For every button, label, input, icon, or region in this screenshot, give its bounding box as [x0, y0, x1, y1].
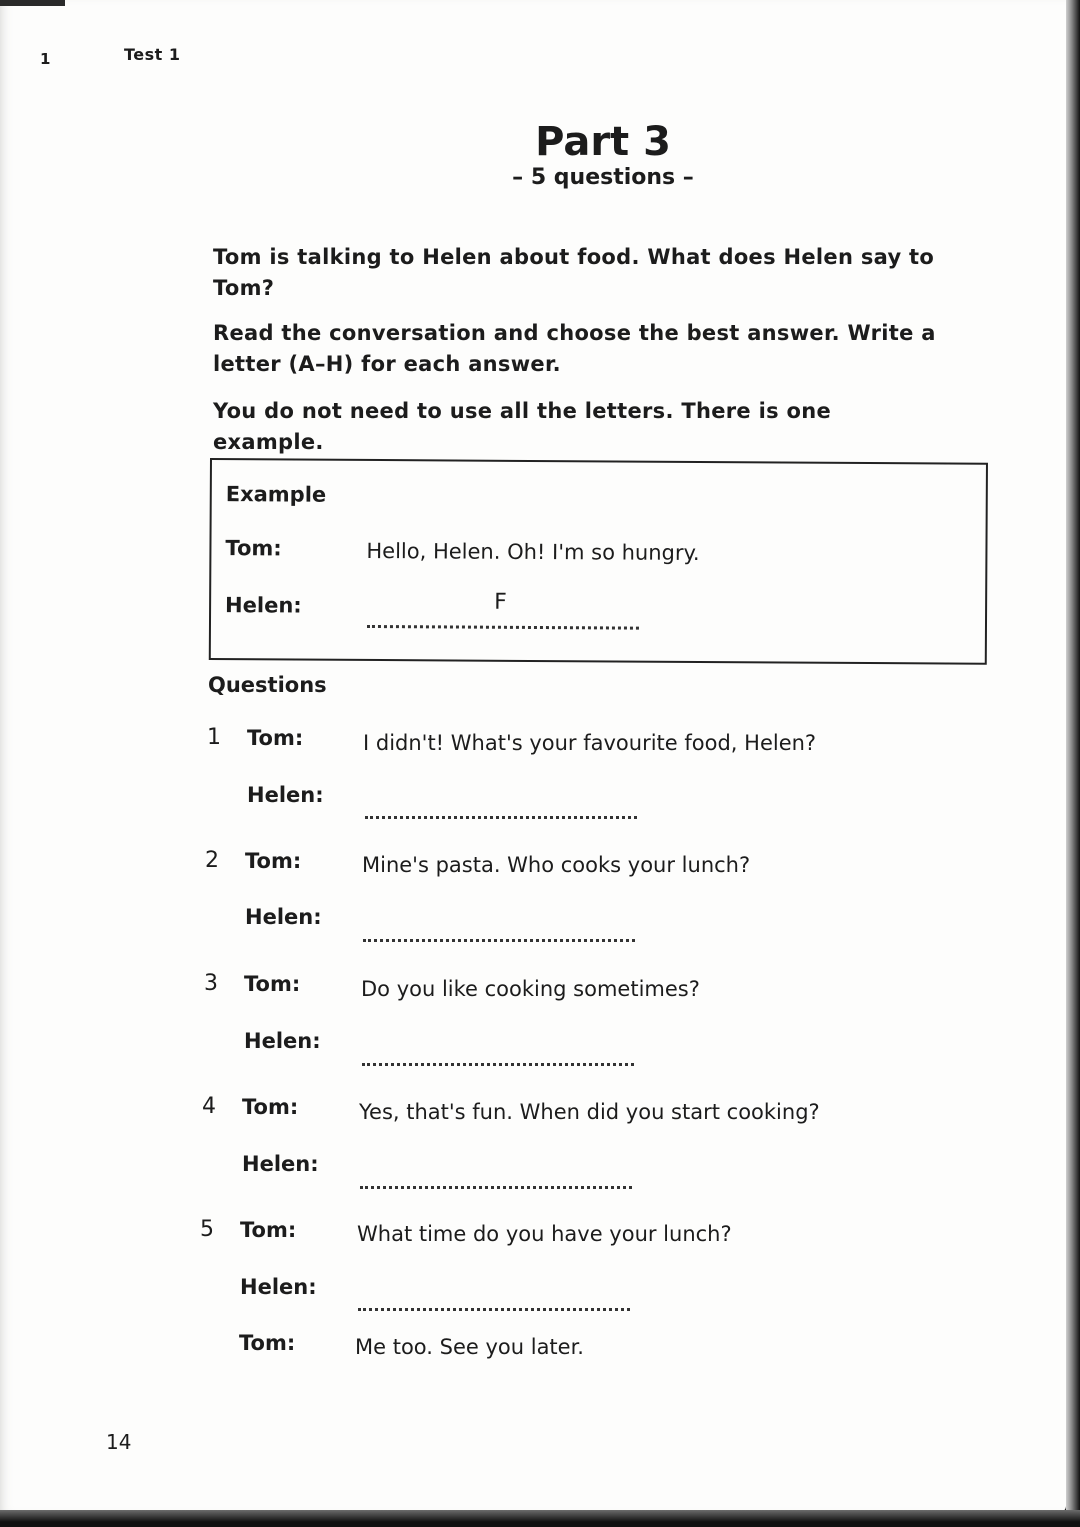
part-subtitle: – 5 questions – [512, 165, 694, 190]
speaker-tom: Tom: [242, 1095, 299, 1119]
scan-edge-bottom [0, 1510, 1080, 1527]
speaker-helen: Helen: [240, 1275, 317, 1299]
example-answer-letter: F [494, 589, 507, 615]
question-number: 1 [207, 725, 221, 750]
part-title: Part 3 [535, 119, 671, 165]
speaker-tom: Tom: [245, 849, 302, 873]
closing-line: Me too. See you later. [355, 1335, 584, 1359]
instruction-note: You do not need to use all the letters. There is one example. [213, 399, 832, 454]
running-head: Test 1 [124, 45, 181, 64]
example-speaker-helen: Helen: [225, 593, 302, 618]
speaker-helen: Helen: [247, 783, 324, 807]
example-box [209, 458, 988, 665]
question-number: 2 [205, 848, 219, 873]
speaker-tom: Tom: [247, 726, 304, 750]
question-number: 3 [204, 971, 218, 996]
answer-line[interactable] [365, 812, 637, 819]
scan-edge-right [1066, 0, 1080, 1527]
questions-heading: Questions [208, 673, 327, 697]
speaker-helen: Helen: [245, 905, 322, 929]
speaker-helen: Helen: [242, 1152, 319, 1176]
speaker-helen: Helen: [244, 1029, 321, 1053]
answer-line[interactable] [363, 935, 635, 942]
instruction-task: Read the conversation and choose the best answer. Write a letter (A–H) for each answer. [213, 321, 936, 376]
instruction-context: Tom is talking to Helen about food. What does Helen say to Tom? [213, 245, 935, 300]
scan-edge-top [0, 0, 65, 6]
closing-speaker-tom: Tom: [239, 1331, 296, 1355]
speaker-tom: Tom: [240, 1218, 297, 1242]
example-speaker-tom: Tom: [225, 536, 282, 561]
tom-line: Do you like cooking sometimes? [361, 977, 700, 1001]
question-number: 4 [202, 1094, 216, 1119]
answer-line[interactable] [358, 1304, 630, 1311]
tom-line: Mine's pasta. Who cooks your lunch? [362, 853, 751, 877]
tom-line: Yes, that's fun. When did you start cooking? [359, 1100, 820, 1124]
page-number: 14 [106, 1430, 132, 1454]
example-answer-line [367, 621, 639, 630]
tom-line: What time do you have your lunch? [357, 1222, 732, 1246]
answer-line[interactable] [360, 1182, 632, 1189]
speaker-tom: Tom: [244, 972, 301, 996]
question-number: 5 [200, 1217, 214, 1242]
margin-mark: 1 [40, 50, 51, 68]
example-line-tom: Hello, Helen. Oh! I'm so hungry. [366, 538, 700, 565]
example-heading: Example [225, 482, 327, 507]
answer-line[interactable] [362, 1059, 634, 1066]
tom-line: I didn't! What's your favourite food, Helen? [363, 731, 817, 755]
